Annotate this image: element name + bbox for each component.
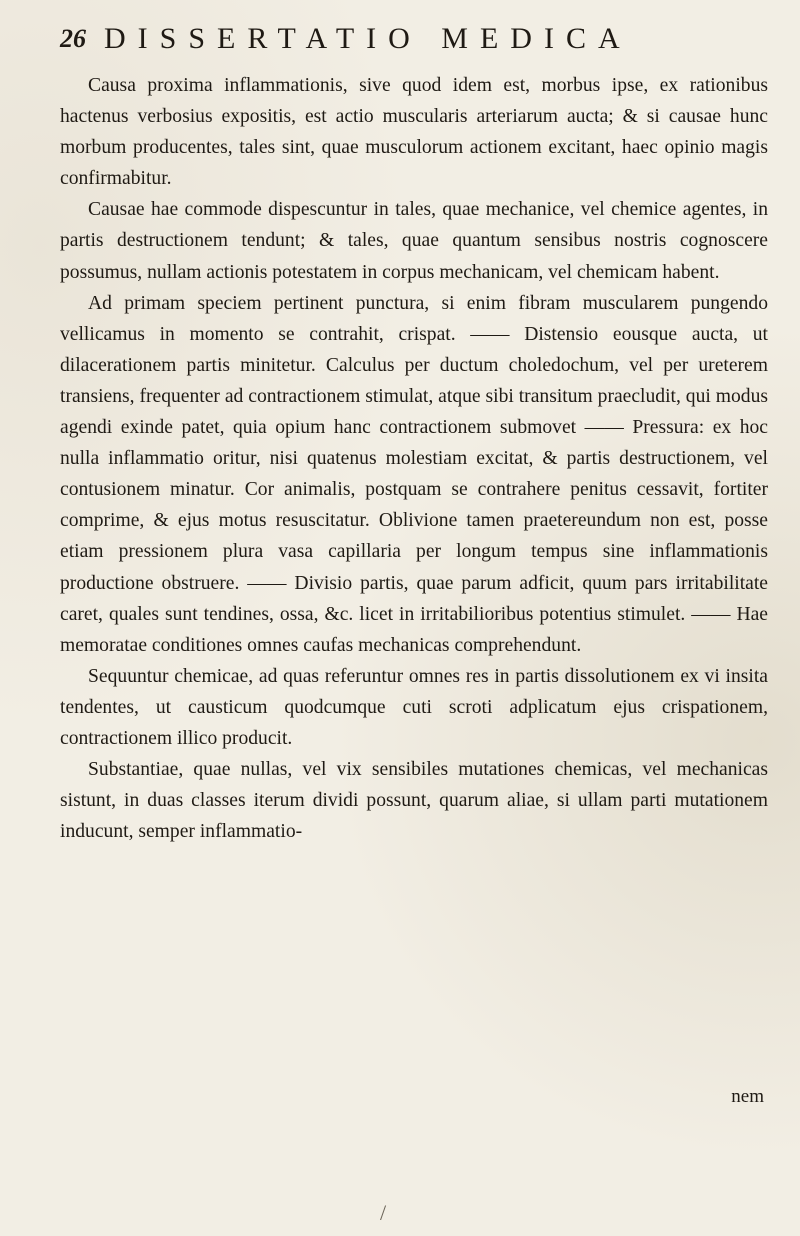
page-number: 26 xyxy=(60,24,86,53)
paragraph: Causae hae commode dispescuntur in tales, quae mechanice, vel chemice agentes, in partis destructionem tendunt; & tales, quae quantum sensibus nostris cognoscere possumus, nullam actionis potestatem in corpus mechanicam, vel chemicam habent. xyxy=(60,199,768,283)
body-text xyxy=(60,70,768,847)
margin-mark: / xyxy=(380,1200,387,1225)
paragraph: Causa proxima inflammationis, sive quod idem est, morbus ipse, ex rationibus hactenus verbosius expositis, est actio muscularis arteriarum aucta; & si causae hunc morbum producentes, tales sint, quae musculorum actionem excitant, haec opinio magis confirmabitur. xyxy=(60,75,768,190)
paragraph: Ad primam speciem pertinent punctura, si enim fibram muscularem pungendo vellicamus in momento se contrahit, crispat. —— Distensio eousque aucta, ut dilacerationem partis minitetur. Calculus per ductum choledochum, vel per ureterem transiens, frequenter ad contractionem stimulat, atque sibi transitum praecludit, qui modus agendi exinde patet, quia opium hanc contractionem submovet —— Pressura: ex hoc nulla inflammatio oritur, nisi quatenus molestiam excitat, & partis destructionem, vel contusionem minatur. Cor animalis, postquam se contrahere penitus cessavit, fortiter comprime, & ejus motus resuscitatur. Oblivione tamen praetereundum non est, posse etiam pressionem plura vasa capillaria per longum tempus sine inflammationis productione obstruere. —— Divisio partis, quae parum adficit, quum pars irritabilitate caret, quales sunt tendines, ossa, &c. licet in irritabilioribus potentius stimulet. —— Hae memoratae conditiones omnes caufas mechanicas comprehendunt. xyxy=(60,292,768,656)
running-head xyxy=(60,22,760,62)
catchword: nem xyxy=(731,1086,764,1107)
page-title: DISSERTATIO MEDICA xyxy=(104,22,632,55)
paragraph: Sequuntur chemicae, ad quas referuntur omnes res in partis dissolutionem ex vi insita tendentes, ut causticum quodcumque cuti scroti adplicatum ejus crispationem, contractionem illico producit. xyxy=(60,665,768,749)
paragraph: Substantiae, quae nullas, vel vix sensibiles mutationes chemicas, vel mechanicas sistunt, in duas classes iterum dividi possunt, quarum aliae, si ullam parti mutationem inducunt, semper inflammatio- xyxy=(60,759,768,843)
